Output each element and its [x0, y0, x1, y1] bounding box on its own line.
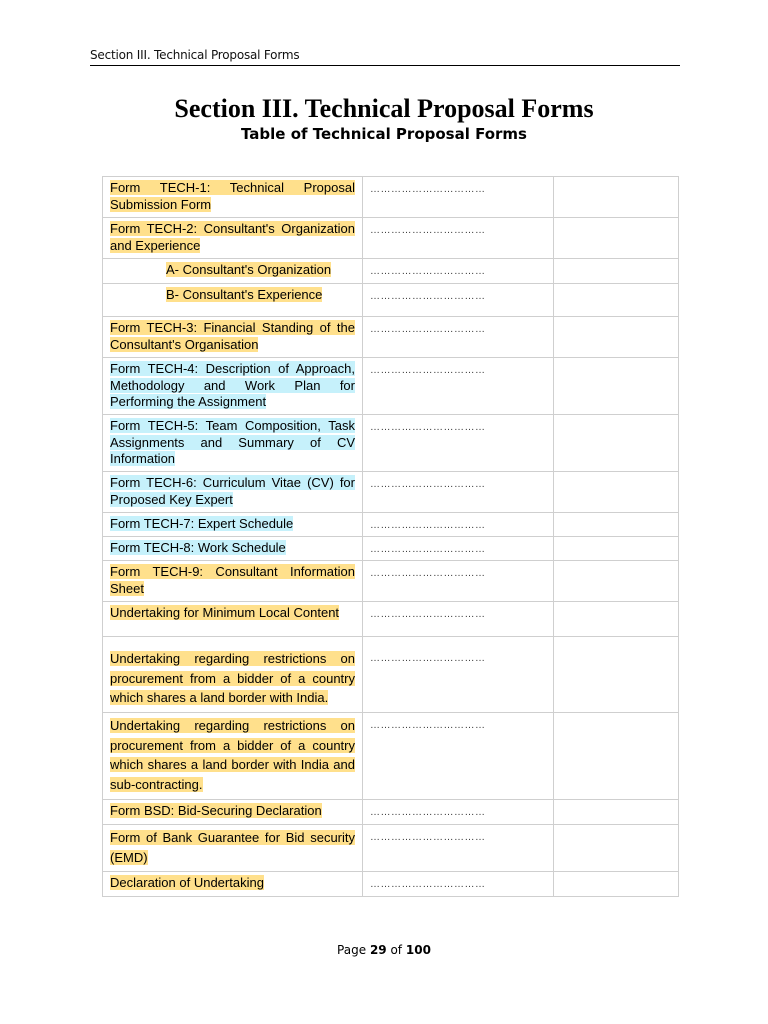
page-number-cell — [554, 218, 679, 259]
dotted-leader: …………………………… — [370, 291, 486, 302]
form-label: Form TECH-7: Expert Schedule — [110, 516, 294, 531]
form-label: Declaration of Undertaking — [110, 875, 264, 890]
page-of: of — [390, 943, 403, 957]
form-label: A- Consultant's Organization — [166, 262, 332, 277]
form-label: Form TECH-3: Financial Standing of the Consultant's Organisation — [110, 320, 355, 352]
page-number-cell — [554, 415, 679, 472]
table-row — [103, 218, 679, 259]
form-label: B- Consultant's Experience — [166, 287, 323, 302]
form-label: Undertaking for Minimum Local Content — [110, 605, 340, 620]
form-label: Form TECH-4: Description of Approach, Methodology and Work Plan for Performing the Assignment — [110, 361, 355, 409]
page-number-cell — [554, 284, 679, 317]
table-row — [103, 637, 679, 713]
page-number-cell — [554, 358, 679, 415]
table-row — [103, 713, 679, 800]
table-row — [103, 317, 679, 358]
table-row — [103, 513, 679, 537]
page-number-cell — [554, 825, 679, 872]
table-row — [103, 537, 679, 561]
dotted-leader: …………………………… — [370, 720, 486, 731]
table-row — [103, 284, 679, 317]
table-row — [103, 825, 679, 872]
page-number-cell — [554, 602, 679, 637]
form-label: Form of Bank Guarantee for Bid security (EMD) — [110, 830, 355, 865]
form-label: Form TECH-1: Technical Proposal Submission Form — [110, 180, 355, 212]
page-footer — [0, 943, 768, 957]
table-row — [103, 472, 679, 513]
page-number-cell — [554, 561, 679, 602]
table-row — [103, 602, 679, 637]
form-label: Form TECH-9: Consultant Information Sheet — [110, 564, 355, 596]
table-row — [103, 358, 679, 415]
dotted-leader: …………………………… — [370, 225, 486, 236]
dotted-leader: …………………………… — [370, 479, 486, 490]
dotted-leader: …………………………… — [370, 609, 486, 620]
page-number-cell — [554, 713, 679, 800]
page-subtitle: Table of Technical Proposal Forms — [241, 125, 527, 143]
page-prefix: Page — [337, 943, 367, 957]
dotted-leader: …………………………… — [370, 832, 486, 843]
running-header: Section III. Technical Proposal Forms — [90, 48, 680, 66]
form-label: Form BSD: Bid-Securing Declaration — [110, 803, 322, 818]
form-label: Undertaking regarding restrictions on procurement from a bidder of a country which shares a land border with India. — [110, 651, 355, 705]
page-number-cell — [554, 637, 679, 713]
page-number-cell — [554, 259, 679, 284]
page-title: Section III. Technical Proposal Forms — [174, 94, 594, 123]
form-label: Form TECH-8: Work Schedule — [110, 540, 286, 555]
form-label: Form TECH-5: Team Composition, Task Assignments and Summary of CV Information — [110, 418, 355, 466]
dotted-leader: …………………………… — [370, 544, 486, 555]
page-number-cell — [554, 317, 679, 358]
form-label: Undertaking regarding restrictions on procurement from a bidder of a country which shares a land border with India and sub-contracting. — [110, 718, 355, 792]
forms-table — [102, 176, 679, 897]
page-number-cell — [554, 472, 679, 513]
page-number-cell — [554, 513, 679, 537]
table-row — [103, 177, 679, 218]
page-number-cell — [554, 872, 679, 897]
table-row — [103, 872, 679, 897]
dotted-leader: …………………………… — [370, 365, 486, 376]
table-row — [103, 415, 679, 472]
form-label: Form TECH-6: Curriculum Vitae (CV) for Proposed Key Expert — [110, 475, 355, 507]
page-number-cell — [554, 177, 679, 218]
page-number-cell — [554, 800, 679, 825]
dotted-leader: …………………………… — [370, 807, 486, 818]
form-label: Form TECH-2: Consultant's Organization and Experience — [110, 221, 355, 253]
dotted-leader: …………………………… — [370, 184, 486, 195]
dotted-leader: …………………………… — [370, 324, 486, 335]
dotted-leader: …………………………… — [370, 653, 486, 664]
dotted-leader: …………………………… — [370, 520, 486, 531]
dotted-leader: …………………………… — [370, 568, 486, 579]
table-row — [103, 800, 679, 825]
dotted-leader: …………………………… — [370, 879, 486, 890]
total-pages: 100 — [405, 943, 431, 957]
current-page: 29 — [369, 943, 387, 957]
page-number-cell — [554, 537, 679, 561]
dotted-leader: …………………………… — [370, 422, 486, 433]
dotted-leader: …………………………… — [370, 266, 486, 277]
table-row — [103, 259, 679, 284]
table-row — [103, 561, 679, 602]
